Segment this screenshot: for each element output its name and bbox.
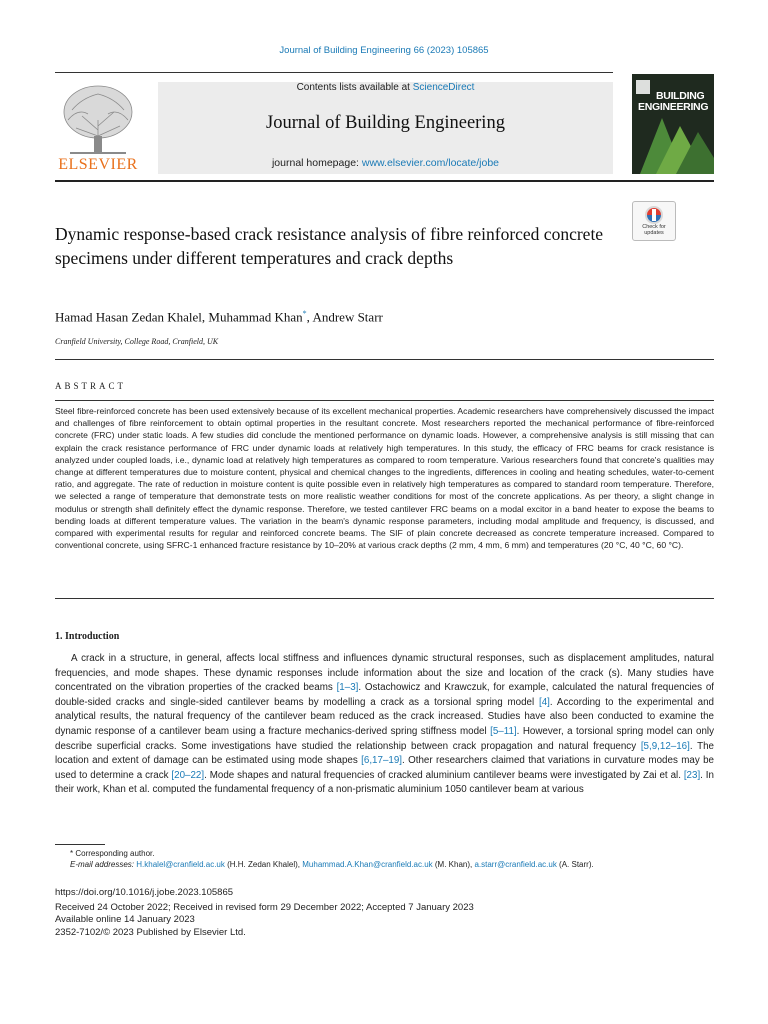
- corresponding-author-footnote: * Corresponding author.: [70, 849, 155, 858]
- homepage-prefix: journal homepage:: [271, 157, 362, 169]
- homepage-link[interactable]: www.elsevier.com/locate/jobe: [361, 157, 500, 169]
- elsevier-wordmark: ELSEVIER: [58, 156, 138, 173]
- cover-title-line2: ENGINEERING: [638, 101, 709, 113]
- email-footnote: [70, 860, 594, 869]
- email-owner: (M. Khan),: [432, 860, 475, 869]
- intro-text-segment: . However, a torsional spring model can only describe superficial cracks. Some investigations have studied the relationship between crack propagation and natural frequency: [55, 725, 714, 752]
- author-separator: ,: [201, 309, 209, 325]
- header-bottom-rule: [55, 180, 714, 182]
- citation-link[interactable]: [5–11]: [490, 725, 517, 737]
- citation-link[interactable]: [5,9,12–16]: [640, 740, 690, 752]
- intro-text-segment: . Mode shapes and natural frequencies of cracked aluminium cantilever beams were investigated by Zai et al.: [204, 769, 684, 781]
- affiliation: Cranfield University, College Road, Cranfield, UK: [55, 337, 219, 346]
- author-separator: ,: [306, 309, 313, 325]
- citation-link[interactable]: [1–3]: [336, 682, 359, 694]
- contents-prefix: Contents lists available at: [296, 82, 413, 93]
- journal-title: Journal of Building Engineering: [266, 113, 505, 133]
- sciencedirect-link[interactable]: ScienceDirect: [412, 82, 475, 93]
- citation-link[interactable]: [20–22]: [171, 769, 205, 781]
- author-list: [55, 309, 655, 325]
- author-khalel[interactable]: Hamad Hasan Zedan Khalel: [55, 309, 202, 325]
- author-khan[interactable]: Muhammad Khan: [208, 309, 303, 325]
- check-for-updates-button[interactable]: [632, 201, 676, 241]
- abstract-bottom-rule: [55, 598, 714, 599]
- email-owner: (A. Starr).: [556, 860, 594, 869]
- author-starr[interactable]: Andrew Starr: [312, 309, 383, 325]
- citation-link[interactable]: [23]: [683, 769, 701, 781]
- citation-link[interactable]: [6,17–19]: [361, 755, 403, 767]
- intro-text-segment: . Other researchers claimed that variations in curvature modes may be used to determine a crack: [55, 755, 714, 781]
- intro-text-segment: A crack in a structure, in general, affects local stiffness and influences dynamic structural responses, such as displacement amplitudes, natural frequencies, and mode shapes. These dynamic responses include information about the size and location of the crack (s). Many studies have concentrated on the vibration properties of the cracked beams: [55, 653, 714, 694]
- header-top-rule: [55, 72, 613, 73]
- check-for-updates-label: Check for updates: [642, 224, 666, 236]
- affiliation-rule: [55, 359, 714, 360]
- journal-cover-image[interactable]: [632, 74, 714, 174]
- journal-reference-link[interactable]: Journal of Building Engineering 66 (2023) 105865: [279, 45, 489, 56]
- homepage-line: [158, 157, 613, 169]
- cover-art: [632, 74, 714, 174]
- email-link-khan[interactable]: Muhammad.A.Khan@cranfield.ac.uk: [302, 860, 433, 869]
- intro-text-segment: . In their work, Khan et al. computed the fundamental frequency of a non-prismatic aluminium 1050 cantilever beam at various: [55, 769, 714, 796]
- introduction-paragraph: [55, 652, 714, 798]
- email-link-starr[interactable]: a.starr@cranfield.ac.uk: [474, 860, 557, 869]
- abstract-text: Steel fibre-reinforced concrete has been used extensively because of its excellent mechanical properties. Academic researchers have comprehensively discussed the impact and challenges of fibre reinforcement to obtain optimal properties in the resultant concrete. Most researchers reported the mechanical performance of fibre-reinforced concrete (FRC) under static loads. A few studies did conclude the mentioned performance on dynamic loads. However, a comprehensive analysis is still missing that can explain the crack resistance performance of FRC under dynamic loads at relatively high temperatures. In this study, the efficacy of FRC beams for crack resistance is analyzed under coupled loads, i.e., dynamic load at relatively high temperatures as compared to room temperature. Various researchers found that concrete's qualities may change at different temperatures due to moisture content, physical and chemical changes to the ingredients, differences in cooling and heating schedules, water-to-cement ratio, and aggregate. The rate of reduction in moisture content is quite possible even in relatively high temperatures as compared to standard room temperature. Therefore, we selected a range of temperature that demonstrate tests on more realistic weather conditions for most of the concrete applications. As per theory, a slight change in modulus or strength shall definitely effect the dynamic response. Therefore, we tested cantilever FRC beams on a modal excitor in a band heater to expose the beams to bending loads at different temperature values. The variation in the beam's dynamic response parameters, including modal amplitude and frequency, is discussed, and compared with experimental results for regular and reinforced concrete beams. The SIF of plain concrete decreased as concrete temperature increased. Compared to conventional concrete, using SFRC-1 enhanced fracture resistance by 10–20% at various crack depths (2 mm, 4 mm, 6 mm) and temperatures (20 °C, 40 °C, 60 °C).: [55, 406, 714, 551]
- article-title: Dynamic response-based crack resistance analysis of fibre reinforced concrete specimens under different temperatures and crack depths: [55, 224, 604, 268]
- issn-copyright: 2352-7102/© 2023 Published by Elsevier Ltd.: [55, 927, 246, 938]
- doi-link[interactable]: https://doi.org/10.1016/j.jobe.2023.105865: [55, 887, 234, 898]
- introduction-heading: 1. Introduction: [55, 631, 120, 642]
- crossmark-icon: [633, 204, 675, 226]
- contents-line: [158, 82, 613, 93]
- intro-text-segment: . According to the experimental and analytical results, the natural frequency of the cantilever beam reduced as the crack increased. Studies have also been conducted to examine the dynamic response of a cantilever beam using a fracture mechanics-derived spring stiffness model: [55, 696, 714, 737]
- abstract-top-rule: [55, 400, 714, 401]
- abstract-heading: ABSTRACT: [55, 381, 127, 391]
- cover-title-line1: BUILDING: [656, 90, 705, 102]
- received-dates: Received 24 October 2022; Received in revised form 29 December 2022; Accepted 7 January 2023: [55, 902, 474, 913]
- email-link-khalel[interactable]: H.khalel@cranfield.ac.uk: [136, 860, 225, 869]
- email-owner: (H.H. Zedan Khalel),: [224, 860, 303, 869]
- intro-text-segment: . Ostachowicz and Krawczuk, for example, calculated the natural frequencies of double-sided cracks and single-sided cantilever beams by modelling a crack as a torsional spring model: [55, 682, 714, 708]
- footnote-rule: [55, 844, 105, 845]
- corresponding-author-mark[interactable]: *: [302, 309, 307, 318]
- citation-link[interactable]: [4]: [539, 696, 550, 708]
- email-label: E-mail addresses:: [70, 860, 135, 869]
- available-online-date: Available online 14 January 2023: [55, 914, 195, 925]
- intro-text-segment: . The location and extent of damage can be estimated using mode shapes: [55, 740, 714, 767]
